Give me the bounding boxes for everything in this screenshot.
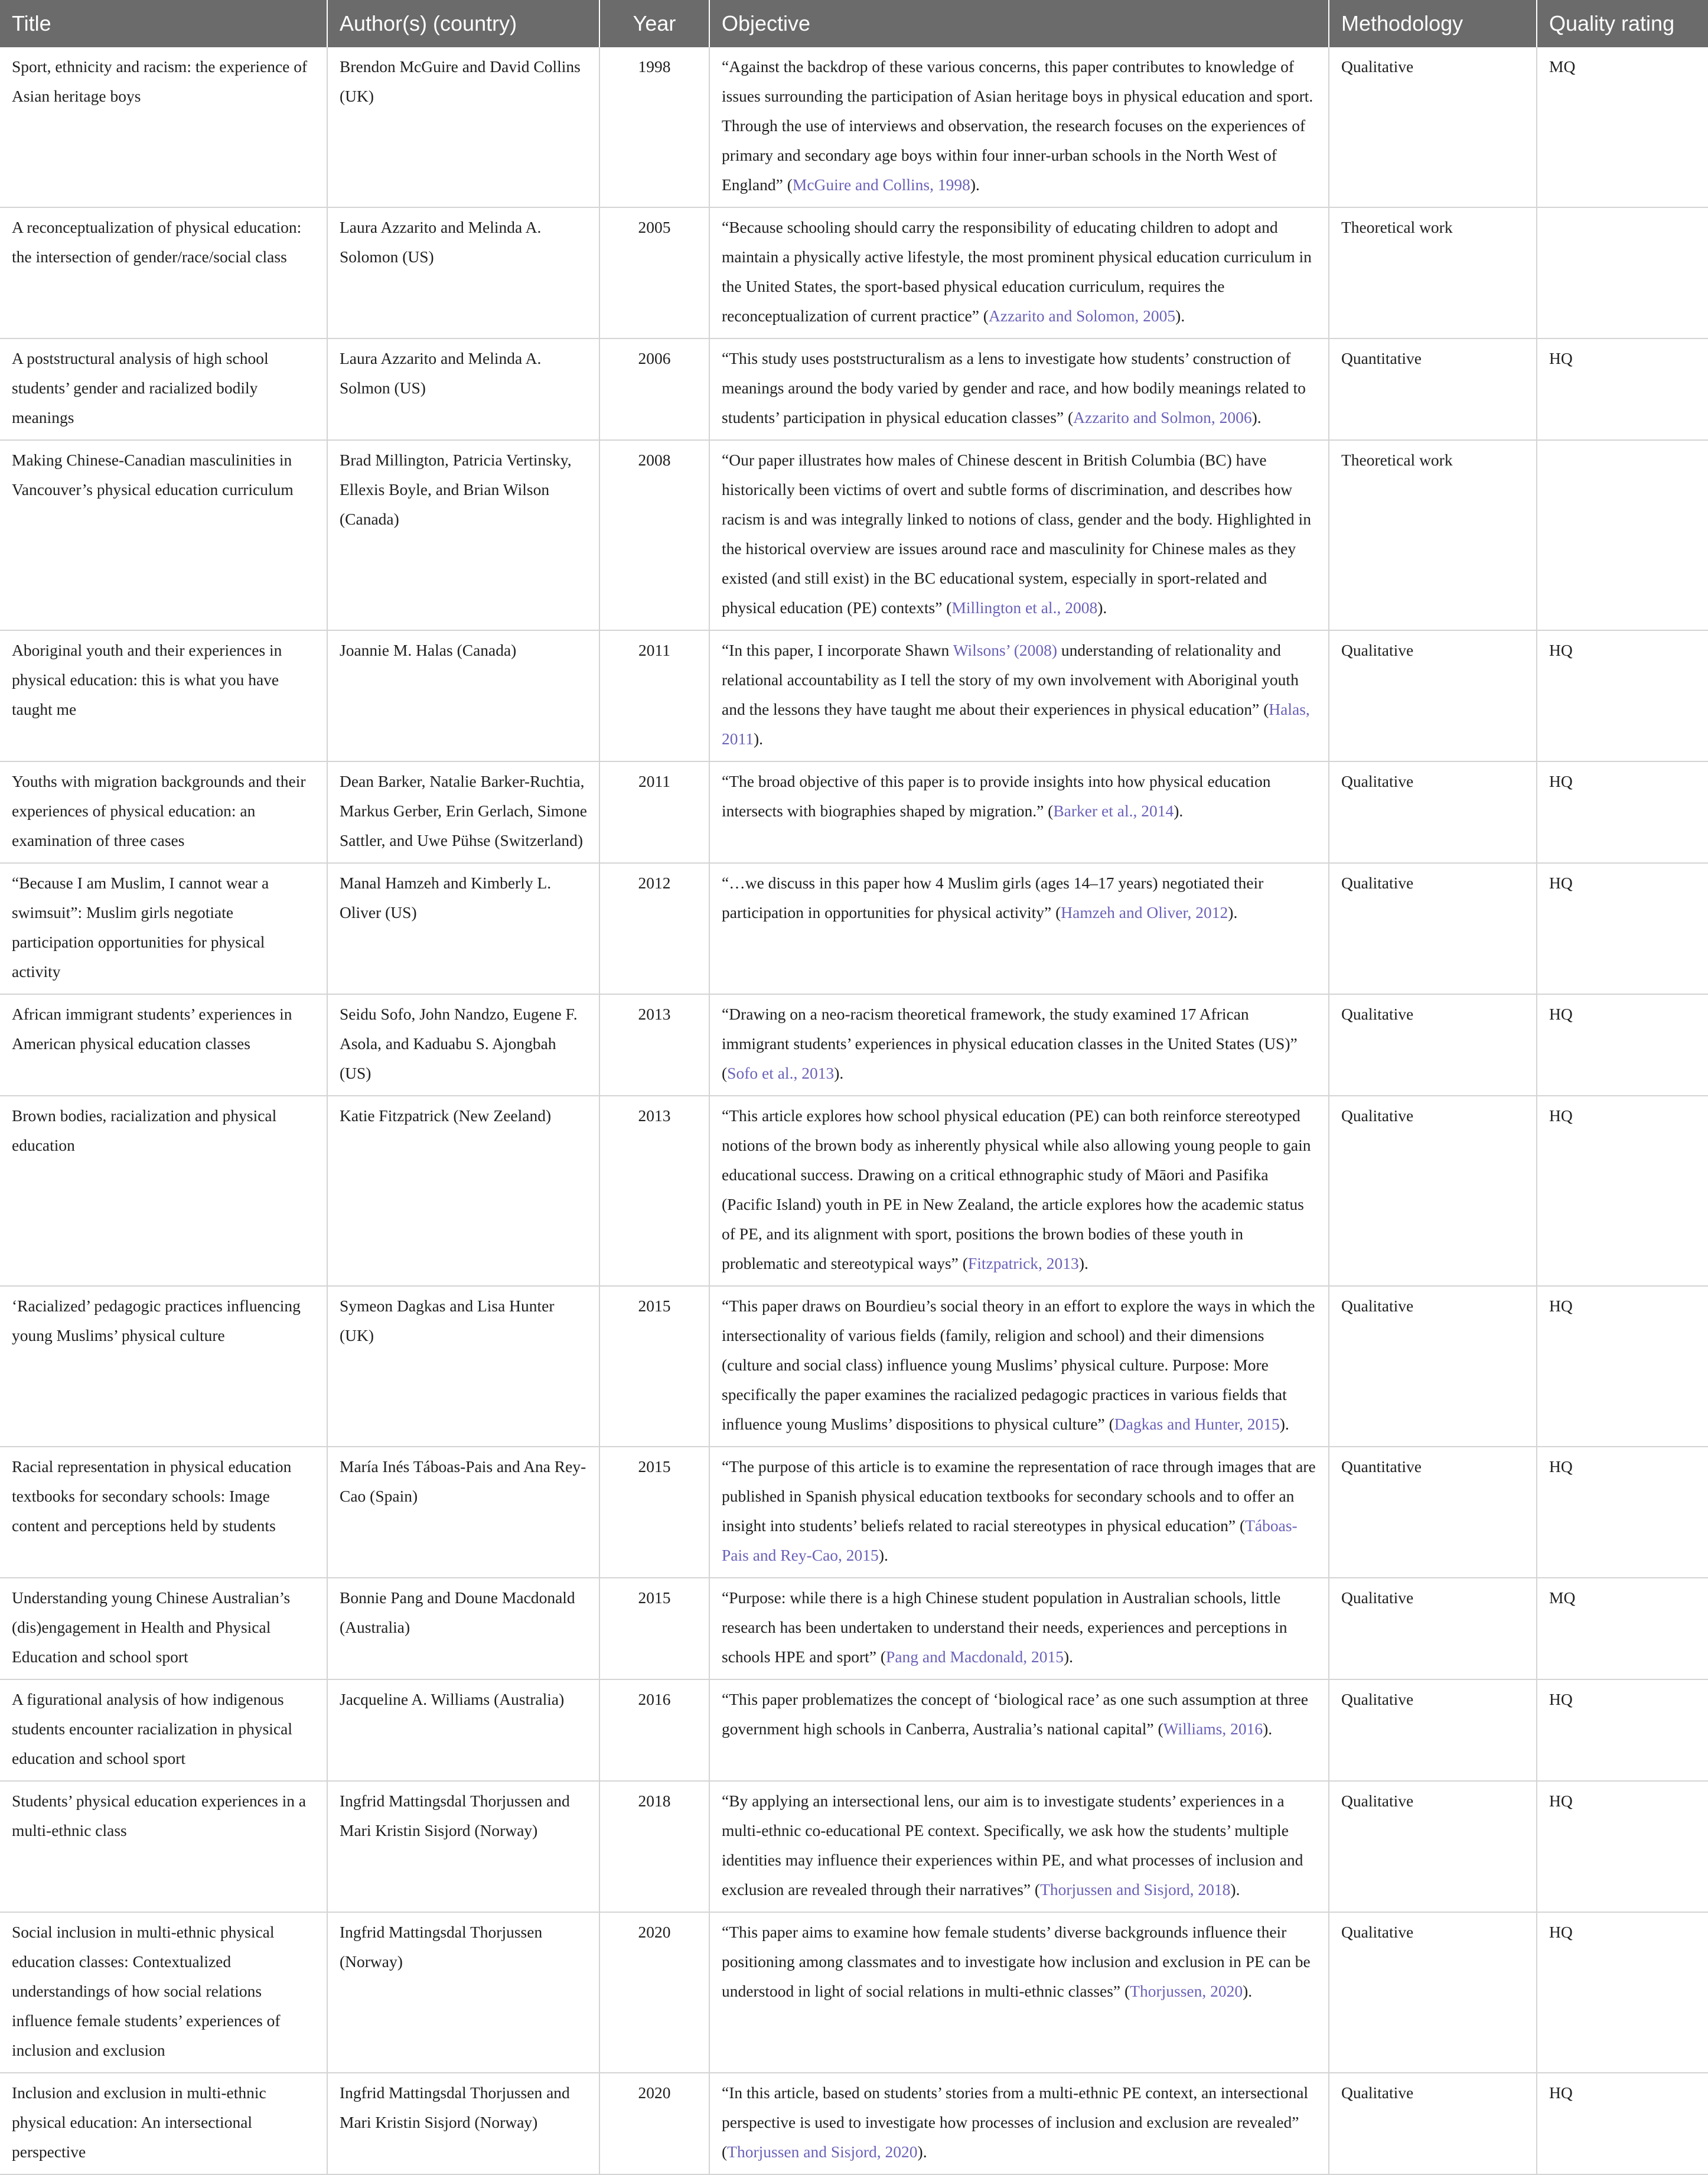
cell-quality-rating: HQ: [1537, 1286, 1708, 1447]
cell-year: 2011: [599, 761, 709, 863]
cell-quality-rating: MQ: [1537, 1578, 1708, 1679]
cell-quality-rating: HQ: [1537, 1912, 1708, 2073]
citation-link[interactable]: Thorjussen and Sisjord, 2020: [727, 2143, 918, 2161]
cell-authors: Laura Azzarito and Melinda A. Solomon (US): [327, 207, 599, 338]
objective-text-end: ).: [1230, 1880, 1240, 1899]
objective-text-end: ).: [970, 175, 980, 194]
citation-link[interactable]: Azzarito and Solomon, 2005: [988, 307, 1176, 325]
header-row: [0, 0, 1708, 47]
cell-quality-rating: HQ: [1537, 994, 1708, 1096]
objective-text: “This article explores how school physical education (PE) can both reinforce stereotyped notions of the brown body as inherently physical while also allowing young people to gain educational success. Drawing on a critical ethnographic study of Māori and Pasifika (Pacific Island) youth in PE in New Zealand, the article explores how the academic status of PE, and its alignment with sport, positions the brown bodies of these youth in problematic and stereotypical ways” (: [722, 1106, 1311, 1272]
citation-link[interactable]: Sofo et al., 2013: [727, 1064, 835, 1082]
table-row: [0, 440, 1708, 630]
cell-year: 2006: [599, 338, 709, 440]
cell-objective: [709, 1447, 1329, 1578]
cell-year: 1998: [599, 47, 709, 207]
cell-title: Social inclusion in multi-ethnic physical education classes: Contextualized understandings of how social relations influence female students’ experiences of inclusion and exclusion: [0, 1912, 327, 2073]
table-row: [0, 1286, 1708, 1447]
objective-text: “This paper problematizes the concept of ‘biological race’ as one such assumption at three government high schools in Canberra, Australia’s national capital” (: [722, 1690, 1308, 1738]
cell-objective: [709, 1679, 1329, 1781]
cell-authors: Joannie M. Halas (Canada): [327, 630, 599, 761]
objective-text-start: “In this paper, I incorporate Shawn: [722, 641, 953, 659]
cell-title: Youths with migration backgrounds and their experiences of physical education: an examination of three cases: [0, 761, 327, 863]
cell-authors: Ingfrid Mattingsdal Thorjussen and Mari Kristin Sisjord (Norway): [327, 2073, 599, 2174]
citation-link[interactable]: Williams, 2016: [1163, 1720, 1263, 1738]
cell-quality-rating: HQ: [1537, 863, 1708, 994]
table-row: [0, 761, 1708, 863]
cell-quality-rating: HQ: [1537, 1679, 1708, 1781]
objective-text-end: ).: [1175, 307, 1185, 325]
citation-link[interactable]: Thorjussen, 2020: [1130, 1982, 1243, 2000]
cell-authors: Dean Barker, Natalie Barker-Ruchtia, Markus Gerber, Erin Gerlach, Simone Sattler, and Uwe Pühse (Switzerland): [327, 761, 599, 863]
cell-year: 2015: [599, 1286, 709, 1447]
cell-quality-rating: HQ: [1537, 1781, 1708, 1912]
cell-title: Inclusion and exclusion in multi-ethnic physical education: An intersectional perspective: [0, 2073, 327, 2174]
table-row: [0, 1096, 1708, 1286]
citation-link[interactable]: Thorjussen and Sisjord, 2018: [1040, 1880, 1231, 1899]
cell-authors: Jacqueline A. Williams (Australia): [327, 1679, 599, 1781]
cell-title: A figurational analysis of how indigenous students encounter racialization in physical education and school sport: [0, 1679, 327, 1781]
objective-text: “…we discuss in this paper how 4 Muslim girls (ages 14–17 years) negotiated their participation in opportunities for physical activity” (: [722, 874, 1264, 922]
objective-text: “This paper aims to examine how female students’ diverse backgrounds influence their positioning among classmates and to investigate how inclusion and exclusion in PE can be understood in light of social relations in multi-ethnic classes” (: [722, 1923, 1311, 2000]
cell-objective: [709, 1096, 1329, 1286]
cell-title: A poststructural analysis of high school students’ gender and racialized bodily meanings: [0, 338, 327, 440]
table-row: [0, 2073, 1708, 2174]
table-body: [0, 47, 1708, 2174]
table-row: [0, 1578, 1708, 1679]
table-row: [0, 1447, 1708, 1578]
cell-title: Brown bodies, racialization and physical education: [0, 1096, 327, 1286]
cell-objective: [709, 207, 1329, 338]
cell-year: 2020: [599, 1912, 709, 2073]
cell-authors: María Inés Táboas-Pais and Ana Rey-Cao (Spain): [327, 1447, 599, 1578]
objective-text: “Purpose: while there is a high Chinese student population in Australian schools, little research has been undertaken to understand their needs, experiences and perceptions in schools HPE and sport” (: [722, 1588, 1287, 1666]
citation-link[interactable]: Millington et al., 2008: [951, 598, 1098, 617]
cell-methodology: Qualitative: [1329, 761, 1537, 863]
cell-quality-rating: HQ: [1537, 761, 1708, 863]
cell-objective: [709, 338, 1329, 440]
cell-year: 2013: [599, 994, 709, 1096]
objective-text: “Because schooling should carry the responsibility of educating children to adopt and maintain a physically active lifestyle, the most prominent physical education curriculum in the United States, the sport-based physical education curriculum, requires the reconceptualization of current practice” (: [722, 218, 1312, 325]
cell-objective: [709, 1781, 1329, 1912]
cell-methodology: Quantitative: [1329, 1447, 1537, 1578]
table-row: [0, 47, 1708, 207]
citation-link[interactable]: Fitzpatrick, 2013: [967, 1254, 1079, 1272]
table-row: [0, 207, 1708, 338]
cell-quality-rating: HQ: [1537, 338, 1708, 440]
header-authors: Author(s) (country): [327, 0, 599, 47]
objective-text-end: ).: [1063, 1647, 1073, 1666]
citation-link[interactable]: Pang and Macdonald, 2015: [886, 1647, 1064, 1666]
cell-authors: Laura Azzarito and Melinda A. Solmon (US): [327, 338, 599, 440]
cell-authors: Manal Hamzeh and Kimberly L. Oliver (US): [327, 863, 599, 994]
citation-link[interactable]: McGuire and Collins, 1998: [792, 175, 970, 194]
cell-title: ‘Racialized’ pedagogic practices influencing young Muslims’ physical culture: [0, 1286, 327, 1447]
cell-title: Students’ physical education experiences in a multi-ethnic class: [0, 1781, 327, 1912]
objective-text: “In this article, based on students’ stories from a multi-ethnic PE context, an intersectional perspective is used to investigate how processes of inclusion and exclusion are revealed” (: [722, 2083, 1309, 2161]
objective-text-end: ).: [1097, 598, 1107, 617]
cell-authors: Ingfrid Mattingsdal Thorjussen and Mari Kristin Sisjord (Norway): [327, 1781, 599, 1912]
cell-authors: Seidu Sofo, John Nandzo, Eugene F. Asola, and Kaduabu S. Ajongbah (US): [327, 994, 599, 1096]
cell-objective: [709, 1912, 1329, 2073]
objective-text-end: ).: [1174, 802, 1184, 820]
cell-year: 2005: [599, 207, 709, 338]
objective-text-end: ).: [1251, 408, 1262, 426]
cell-quality-rating: [1537, 207, 1708, 338]
cell-title: African immigrant students’ experiences in American physical education classes: [0, 994, 327, 1096]
citation-link[interactable]: Hamzeh and Oliver, 2012: [1061, 903, 1228, 922]
cell-methodology: Qualitative: [1329, 630, 1537, 761]
table-row: [0, 338, 1708, 440]
header-quality-rating: Quality rating: [1537, 0, 1708, 47]
cell-title: “Because I am Muslim, I cannot wear a swimsuit”: Muslim girls negotiate participation opportunities for physical activity: [0, 863, 327, 994]
cell-objective: [709, 440, 1329, 630]
cell-methodology: Qualitative: [1329, 863, 1537, 994]
cell-authors: Ingfrid Mattingsdal Thorjussen (Norway): [327, 1912, 599, 2073]
citation-link[interactable]: Barker et al., 2014: [1053, 802, 1174, 820]
objective-text: understanding of relationality and relational accountability as I tell the story of my own involvement with Aboriginal youth and the lessons they have taught me about their experiences in physical education” (: [722, 641, 1299, 718]
cell-methodology: Qualitative: [1329, 1781, 1537, 1912]
cell-year: 2013: [599, 1096, 709, 1286]
cell-methodology: Qualitative: [1329, 1096, 1537, 1286]
objective-text: “The purpose of this article is to examine the representation of race through images that are published in Spanish physical education textbooks for secondary schools and to offer an insight into students’ beliefs related to racial stereotypes in physical education” (: [722, 1457, 1316, 1535]
table-row: [0, 630, 1708, 761]
cell-authors: Katie Fitzpatrick (New Zeeland): [327, 1096, 599, 1286]
cell-title: Aboriginal youth and their experiences in physical education: this is what you have taught me: [0, 630, 327, 761]
cell-methodology: Quantitative: [1329, 338, 1537, 440]
table-row: [0, 1781, 1708, 1912]
cell-objective: [709, 761, 1329, 863]
objective-text-end: ).: [1263, 1720, 1273, 1738]
cell-year: 2008: [599, 440, 709, 630]
cell-authors: Symeon Dagkas and Lisa Hunter (UK): [327, 1286, 599, 1447]
header-title: Title: [0, 0, 327, 47]
table-row: [0, 994, 1708, 1096]
cell-year: 2018: [599, 1781, 709, 1912]
citation-link[interactable]: Dagkas and Hunter, 2015: [1114, 1415, 1280, 1433]
cell-quality-rating: [1537, 440, 1708, 630]
citation-link[interactable]: Halas, 2011: [722, 700, 1310, 748]
cell-quality-rating: HQ: [1537, 2073, 1708, 2174]
cell-quality-rating: HQ: [1537, 1096, 1708, 1286]
cell-methodology: Qualitative: [1329, 1578, 1537, 1679]
cell-title: Sport, ethnicity and racism: the experience of Asian heritage boys: [0, 47, 327, 207]
objective-text-end: ).: [1228, 903, 1238, 922]
citation-link[interactable]: Azzarito and Solmon, 2006: [1073, 408, 1252, 426]
cell-authors: Brad Millington, Patricia Vertinsky, Ellexis Boyle, and Brian Wilson (Canada): [327, 440, 599, 630]
objective-text: “This paper draws on Bourdieu’s social theory in an effort to explore the ways in which the intersectionality of various fields (family, religion and school) and their dimensions (culture and social class) influence young Muslims’ physical culture. Purpose: More specifically the paper examines the racialized pedagogic practices in various fields that influence young Muslims’ dispositions to physical culture” (: [722, 1297, 1315, 1433]
objective-text-end: ).: [917, 2143, 927, 2161]
cell-title: Racial representation in physical education textbooks for secondary schools: Image content and perceptions held by students: [0, 1447, 327, 1578]
cell-objective: [709, 994, 1329, 1096]
citation-link[interactable]: Táboas-Pais and Rey-Cao, 2015: [722, 1516, 1298, 1564]
objective-text: “Drawing on a neo-racism theoretical framework, the study examined 17 African immigrant students’ experiences in physical education classes in the United States (US)” (: [722, 1005, 1298, 1082]
header-objective: Objective: [709, 0, 1329, 47]
cell-year: 2015: [599, 1447, 709, 1578]
cell-quality-rating: HQ: [1537, 1447, 1708, 1578]
cell-methodology: Qualitative: [1329, 1286, 1537, 1447]
cell-year: 2020: [599, 2073, 709, 2174]
cell-objective: [709, 1578, 1329, 1679]
cell-methodology: Qualitative: [1329, 994, 1537, 1096]
header-methodology: Methodology: [1329, 0, 1537, 47]
cell-quality-rating: MQ: [1537, 47, 1708, 207]
objective-text-end: ).: [753, 730, 764, 748]
inline-citation-link[interactable]: Wilsons’ (2008): [953, 641, 1058, 659]
cell-objective: [709, 2073, 1329, 2174]
objective-text: “Against the backdrop of these various concerns, this paper contributes to knowledge of issues surrounding the participation of Asian heritage boys in physical education and sport. Through the use of interviews and observation, the research focuses on the experiences of primary and secondary age boys within four inner-urban schools in the North West of England” (: [722, 57, 1313, 194]
table-row: [0, 1912, 1708, 2073]
cell-year: 2015: [599, 1578, 709, 1679]
table-row: [0, 1679, 1708, 1781]
objective-text: “The broad objective of this paper is to provide insights into how physical education intersects with biographies shaped by migration.” (: [722, 772, 1271, 820]
cell-methodology: Theoretical work: [1329, 440, 1537, 630]
cell-quality-rating: HQ: [1537, 630, 1708, 761]
table-header: [0, 0, 1708, 47]
cell-objective: [709, 630, 1329, 761]
cell-methodology: Qualitative: [1329, 47, 1537, 207]
cell-year: 2012: [599, 863, 709, 994]
cell-title: Understanding young Chinese Australian’s (dis)engagement in Health and Physical Education and school sport: [0, 1578, 327, 1679]
objective-text-end: ).: [1279, 1415, 1289, 1433]
objective-text: “Our paper illustrates how males of Chinese descent in British Columbia (BC) have historically been victims of overt and subtle forms of discrimination, and describes how racism is and was integrally linked to notions of class, gender and the body. Highlighted in the historical overview are issues around race and masculinity for Chinese males as they existed (and still exist) in the BC educational system, especially in sport-related and physical education (PE) contexts” (: [722, 451, 1311, 617]
objective-text-end: ).: [1243, 1982, 1253, 2000]
cell-objective: [709, 1286, 1329, 1447]
cell-authors: Bonnie Pang and Doune Macdonald (Australia): [327, 1578, 599, 1679]
cell-year: 2016: [599, 1679, 709, 1781]
table-row: [0, 863, 1708, 994]
objective-text-end: ).: [1078, 1254, 1088, 1272]
cell-objective: [709, 47, 1329, 207]
cell-authors: Brendon McGuire and David Collins (UK): [327, 47, 599, 207]
cell-methodology: Qualitative: [1329, 1912, 1537, 2073]
header-year: Year: [599, 0, 709, 47]
objective-text: “By applying an intersectional lens, our aim is to investigate students’ experiences in a multi-ethnic co-educational PE context. Specifically, we ask how the students’ multiple identities may influence their experiences within PE, and what processes of inclusion and exclusion are revealed through their narratives” (: [722, 1792, 1303, 1899]
cell-year: 2011: [599, 630, 709, 761]
objective-text: “This study uses poststructuralism as a lens to investigate how students’ construction of meanings around the body varied by gender and race, and how bodily meanings related to students’ participation in physical education classes” (: [722, 349, 1306, 426]
cell-title: A reconceptualization of physical education: the intersection of gender/race/social class: [0, 207, 327, 338]
objective-text-end: ).: [878, 1546, 888, 1564]
cell-title: Making Chinese-Canadian masculinities in Vancouver’s physical education curriculum: [0, 440, 327, 630]
cell-methodology: Theoretical work: [1329, 207, 1537, 338]
objective-text-end: ).: [834, 1064, 844, 1082]
cell-methodology: Qualitative: [1329, 1679, 1537, 1781]
cell-objective: [709, 863, 1329, 994]
cell-methodology: Qualitative: [1329, 2073, 1537, 2174]
